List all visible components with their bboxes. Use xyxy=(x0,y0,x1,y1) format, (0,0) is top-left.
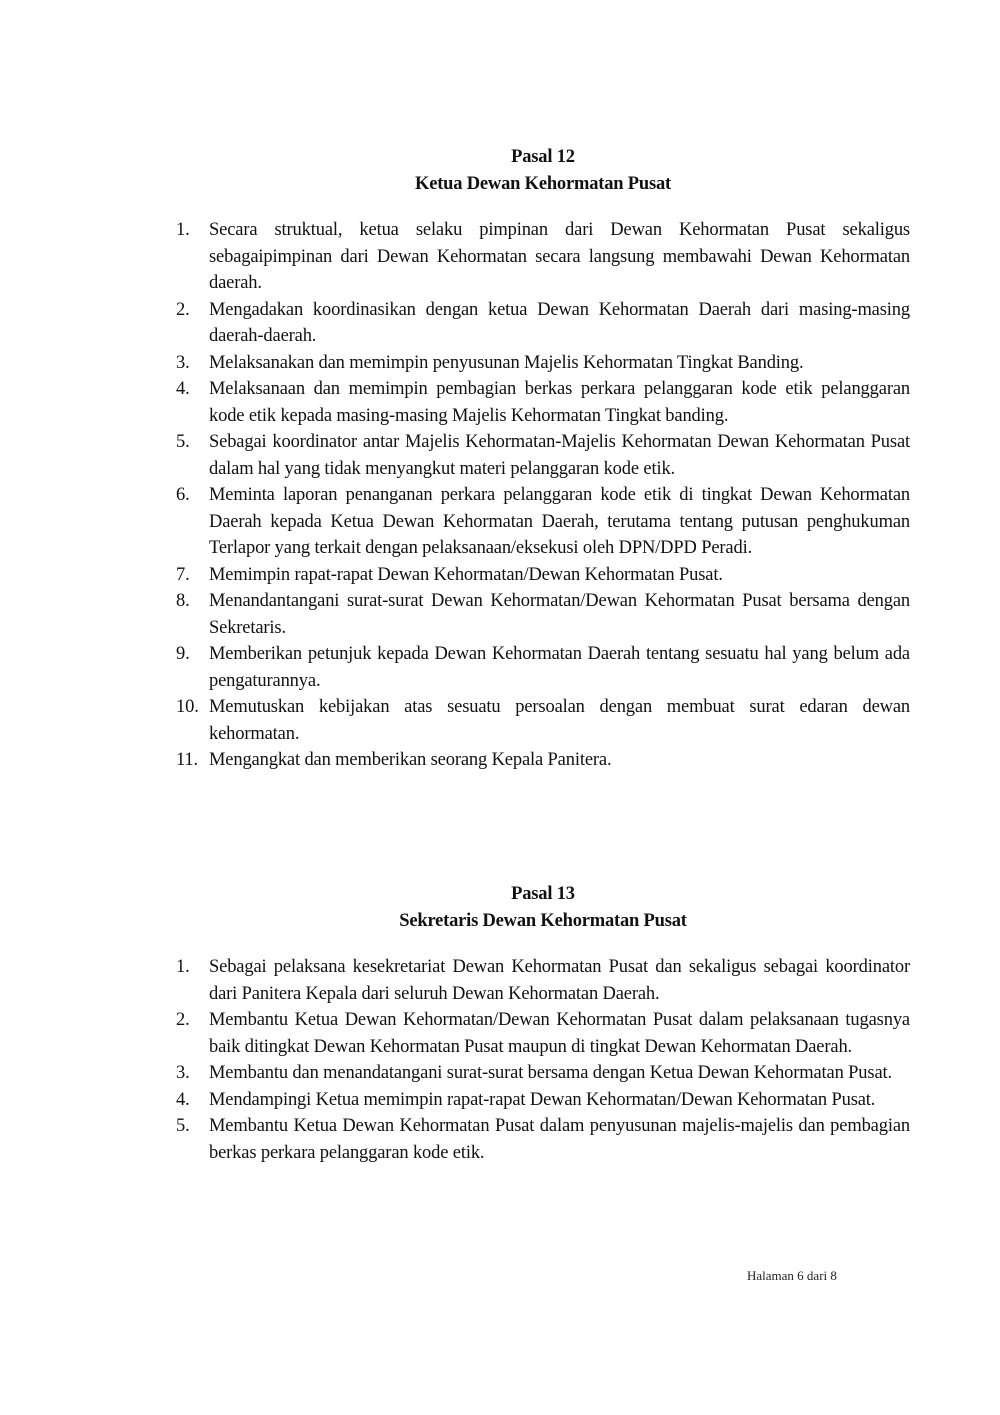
list-item xyxy=(176,747,910,774)
item-text: Mengadakan koordinasikan dengan ketua Dewan Kehormatan Daerah dari masing-masing daerah-daerah. xyxy=(209,299,910,346)
item-number: 3. xyxy=(176,1063,190,1083)
item-number: 2. xyxy=(176,299,190,320)
item-text: Memutuskan kebijakan atas sesuatu persoalan dengan membuat surat edaran dewan kehormatan. xyxy=(209,697,910,744)
list-item xyxy=(176,1113,910,1166)
pasal-13-section xyxy=(176,881,910,1166)
item-number: 4. xyxy=(176,379,190,399)
item-text: Sebagai koordinator antar Majelis Kehormatan-Majelis Kehormatan Dewan Kehormatan Pusat dalam hal yang tidak menyangkut materi pelanggaran kode etik. xyxy=(209,432,910,479)
item-number: 3. xyxy=(176,352,190,373)
item-text: Membantu Ketua Dewan Kehormatan/Dewan Kehormatan Pusat dalam pelaksanaan tugasnya baik ditingkat Dewan Kehormatan Pusat maupun di tingkat Dewan Kehormatan Daerah. xyxy=(209,1010,910,1057)
list-item xyxy=(176,1007,910,1060)
list-item xyxy=(176,694,910,747)
list-item xyxy=(176,376,910,429)
item-number: 5. xyxy=(176,1116,190,1136)
list-item xyxy=(176,954,910,1007)
pasal-title: Ketua Dewan Kehormatan Pusat xyxy=(415,173,671,194)
item-number: 9. xyxy=(176,644,190,664)
item-number: 11. xyxy=(176,750,198,770)
list-item xyxy=(176,1087,910,1114)
item-text: Menandantangani surat-surat Dewan Kehormatan/Dewan Kehormatan Pusat bersama dengan Sekretaris. xyxy=(209,591,910,638)
item-text: Mendampingi Ketua memimpin rapat-rapat Dewan Kehormatan/Dewan Kehormatan Pusat. xyxy=(209,1089,876,1110)
item-number: 7. xyxy=(176,564,190,585)
item-text: Mengangkat dan memberikan seorang Kepala Panitera. xyxy=(209,750,612,770)
list-item xyxy=(176,588,910,641)
item-text: Membantu dan menandatangani surat-surat bersama dengan Ketua Dewan Kehormatan Pusat. xyxy=(209,1063,892,1083)
item-text: Memimpin rapat-rapat Dewan Kehormatan/Dewan Kehormatan Pusat. xyxy=(209,564,723,585)
item-number: 10. xyxy=(176,697,199,717)
list-item xyxy=(176,641,910,694)
pasal-12-section xyxy=(176,144,910,774)
list-item xyxy=(176,297,910,350)
list-item xyxy=(176,350,910,377)
list-item xyxy=(176,562,910,589)
pasal-title: Sekretaris Dewan Kehormatan Pusat xyxy=(399,910,687,931)
item-text: Sebagai pelaksana kesekretariat Dewan Kehormatan Pusat dan sekaligus sebagai koordinator dari Panitera Kepala dari seluruh Dewan Kehormatan Daerah. xyxy=(209,957,910,1004)
pasal-13-list xyxy=(176,954,910,1166)
pasal-number: Pasal 12 xyxy=(511,147,575,167)
item-text: Meminta laporan penanganan perkara pelanggaran kode etik di tingkat Dewan Kehormatan Daerah kepada Ketua Dewan Kehormatan Daerah, terutama tentang putusan penghukuman Terlapor yang terkait dengan pelaksanaan/eksekusi oleh DPN/DPD Peradi. xyxy=(209,485,910,558)
list-item xyxy=(176,482,910,562)
pasal-12-heading xyxy=(176,144,910,197)
item-number: 6. xyxy=(176,485,190,505)
item-text: Membantu Ketua Dewan Kehormatan Pusat dalam penyusunan majelis-majelis dan pembagian berkas perkara pelanggaran kode etik. xyxy=(209,1116,910,1163)
item-number: 4. xyxy=(176,1089,190,1110)
item-number: 1. xyxy=(176,220,190,240)
pasal-12-list xyxy=(176,217,910,774)
item-number: 1. xyxy=(176,957,190,977)
page-number-footer: Halaman 6 dari 8 xyxy=(747,1268,837,1283)
pasal-number: Pasal 13 xyxy=(511,884,575,904)
list-item xyxy=(176,429,910,482)
list-item xyxy=(176,1060,910,1087)
item-number: 2. xyxy=(176,1010,190,1030)
item-text: Memberikan petunjuk kepada Dewan Kehormatan Daerah tentang sesuatu hal yang belum ada pengaturannya. xyxy=(209,644,910,691)
item-text: Melaksanakan dan memimpin penyusunan Majelis Kehormatan Tingkat Banding. xyxy=(209,352,804,373)
item-number: 5. xyxy=(176,432,190,452)
list-item xyxy=(176,217,910,297)
item-number: 8. xyxy=(176,591,190,611)
item-text: Secara struktual, ketua selaku pimpinan dari Dewan Kehormatan Pusat sekaligus sebagaipimpinan dari Dewan Kehormatan secara langsung membawahi Dewan Kehormatan daerah. xyxy=(209,220,910,293)
pasal-13-heading xyxy=(176,881,910,934)
item-text: Melaksanaan dan memimpin pembagian berkas perkara pelanggaran kode etik pelanggaran kode etik kepada masing-masing Majelis Kehormatan Tingkat banding. xyxy=(209,379,910,426)
